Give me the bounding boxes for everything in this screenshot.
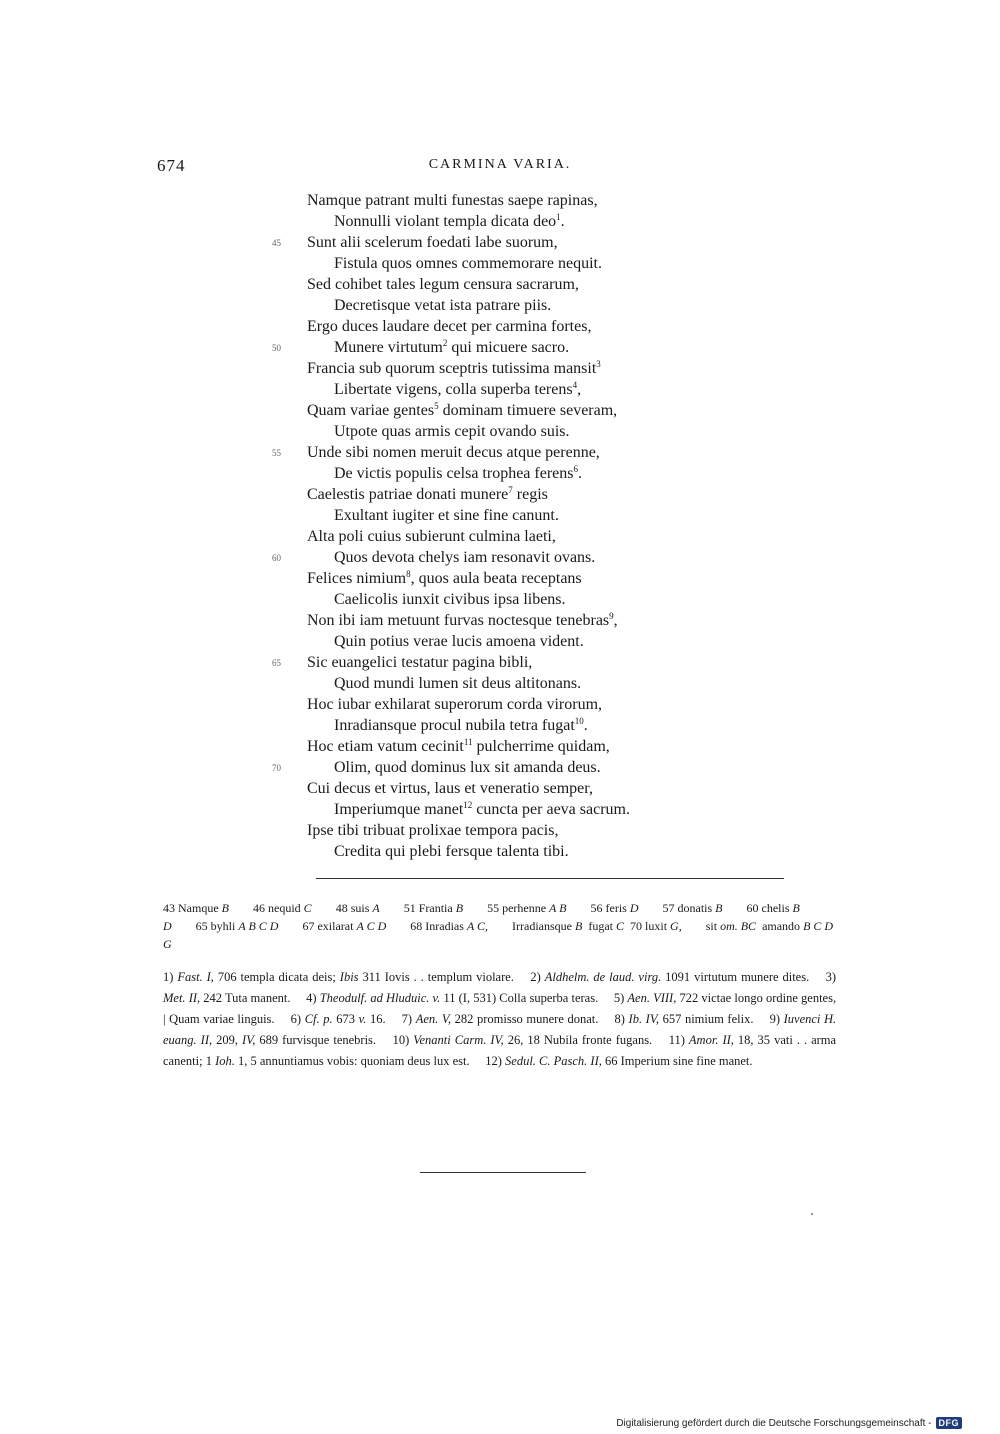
footnote-marker: 10	[574, 716, 584, 726]
verse-line	[307, 737, 610, 757]
footnote-number: 7)	[401, 1012, 413, 1026]
apparatus-entry	[163, 901, 229, 915]
verse-text: Non ibi iam metuunt furvas noctesque tenebras	[307, 612, 610, 629]
apparatus-sigla: D	[629, 901, 639, 915]
dfg-logo: DFG	[936, 1417, 963, 1429]
verse-text: Hoc iubar exhilarat superorum corda virorum,	[307, 696, 603, 713]
footnote	[163, 970, 514, 984]
apparatus-sigla: A C D	[356, 919, 387, 933]
footnote-number: 3)	[825, 970, 837, 984]
verse-line	[334, 380, 581, 400]
scan-speck	[811, 1213, 813, 1215]
apparatus-entry	[487, 901, 566, 915]
apparatus-ref: 55	[487, 901, 500, 915]
apparatus-sigla: B C D G	[163, 919, 834, 951]
verse-text: Fistula quos omnes commemorare nequit.	[334, 255, 602, 272]
footnote-text: 311 Iovis . . templum violare.	[362, 970, 514, 984]
footnote	[615, 1012, 754, 1026]
apparatus-ref: 56	[590, 901, 603, 915]
footnote	[306, 991, 598, 1005]
footnote-source: Amor. II,	[688, 1033, 734, 1047]
apparatus-ref: 60	[746, 901, 759, 915]
verse-line	[307, 821, 558, 841]
verse-line	[307, 401, 617, 421]
footnote-marker: 5	[434, 401, 439, 411]
verse-text: Sed cohibet tales legum censura sacrarum,	[307, 276, 579, 293]
footnote-source: Ioh.	[215, 1054, 235, 1068]
apparatus-lemma: suis	[350, 901, 370, 915]
footnote-text: 706 templa dicata deis;	[217, 970, 336, 984]
apparatus-lemma: Frantia	[418, 901, 453, 915]
footnote-marker: 9	[609, 611, 614, 621]
verse-line	[307, 611, 618, 631]
page-number: 674	[157, 156, 186, 175]
verse-line	[307, 443, 600, 463]
verse-line	[334, 254, 602, 274]
verse-tail: .	[583, 717, 588, 734]
footnote-source: Met. II,	[163, 991, 201, 1005]
verse-text: Quos devota chelys iam resonavit ovans.	[334, 549, 596, 566]
verse-line	[307, 569, 582, 589]
footnote-text: 16.	[369, 1012, 386, 1026]
verse-line	[334, 674, 581, 694]
footnote-text: 673	[336, 1012, 355, 1026]
footnote-number: 5)	[613, 991, 625, 1005]
verse-text: Quin potius verae lucis amoena vident.	[334, 633, 584, 650]
footnote-source: Fast. I,	[177, 970, 214, 984]
apparatus-entry	[512, 919, 582, 933]
verse-text: Namque patrant multi funestas saepe rapinas,	[307, 192, 598, 209]
apparatus-entry	[302, 919, 386, 933]
verse-text: Cui decus et virtus, laus et veneratio semper,	[307, 780, 593, 797]
footnote-source: Sedul. C. Pasch. II,	[505, 1054, 602, 1068]
footnote-text: 657 nimium felix.	[662, 1012, 754, 1026]
verse-text: Quam variae gentes	[307, 402, 435, 419]
footnote-source: Theodulf. ad Hluduic. v.	[319, 991, 441, 1005]
apparatus-lemma: exilarat	[317, 919, 354, 933]
line-number: 60	[272, 553, 281, 563]
apparatus-entry	[336, 901, 380, 915]
verse-line	[307, 359, 601, 379]
apparatus-ref: 70	[630, 919, 643, 933]
footnote-number: 8)	[614, 1012, 625, 1026]
footnote-text: 689 furvisque tenebris.	[259, 1033, 377, 1047]
verse-line	[307, 317, 591, 337]
verse-line	[334, 296, 551, 316]
footnote-source: Aldhelm. de laud. virg.	[544, 970, 662, 984]
apparatus-sigla: om. BC	[720, 919, 757, 933]
apparatus-ref: 57	[662, 901, 675, 915]
verse-line	[334, 758, 601, 778]
footnote-text: 18, 35 vati . . arma canenti; 1	[163, 1033, 837, 1068]
verse-text: Caelestis patriae donati munere	[307, 486, 509, 503]
verse-line	[334, 422, 570, 442]
verse-line	[334, 338, 569, 358]
verse-text: Olim, quod dominus lux sit amanda deus.	[334, 759, 601, 776]
verse-text: Alta poli cuius subierunt culmina laeti,	[307, 528, 556, 545]
section-rule	[316, 878, 784, 879]
verse-text: Francia sub quorum sceptris tutissima mansit	[307, 360, 597, 377]
footnote-source: Aen. VIII,	[627, 991, 677, 1005]
verse-line	[307, 779, 593, 799]
verse-tail: cuncta per aeva sacrum.	[472, 801, 630, 818]
apparatus-ref: 51	[403, 901, 416, 915]
verse-line	[334, 842, 569, 862]
footnote-number: 2)	[530, 970, 541, 984]
verse-tail: qui micuere sacro.	[447, 339, 570, 356]
verse-text: Unde sibi nomen meruit decus atque perenne,	[307, 444, 600, 461]
verse-text: Caelicolis iunxit civibus ipsa libens.	[334, 591, 566, 608]
verse-text: Imperiumque manet	[334, 801, 464, 818]
footnote-number: 12)	[485, 1054, 502, 1068]
verse-tail: dominam timuere severam,	[438, 402, 618, 419]
verse-text: Hoc etiam vatum cecinit	[307, 738, 464, 755]
footnote-text: 722 victae longo ordine gentes, | Quam variae linguis.	[163, 991, 837, 1026]
apparatus-sigla: B D	[163, 901, 800, 933]
footnote-number: 6)	[290, 1012, 302, 1026]
verse-line	[307, 485, 548, 505]
verse-tail: regis	[512, 486, 548, 503]
line-number: 70	[272, 763, 281, 773]
apparatus-entry	[591, 901, 639, 915]
footnotes	[163, 967, 836, 1072]
footnote-number: 11)	[668, 1033, 685, 1047]
footer-credit	[616, 1417, 962, 1429]
verse-text: Nonnulli violant templa dicata deo	[334, 213, 557, 230]
footnote-source: Venanti Carm. IV,	[413, 1033, 504, 1047]
apparatus-entry	[404, 901, 463, 915]
apparatus-ref: 48	[335, 901, 348, 915]
verse-text: Credita qui plebi fersque talenta tibi.	[334, 843, 569, 860]
apparatus-entry	[706, 919, 756, 933]
footnote	[485, 1054, 752, 1068]
footnote-text: 66 Imperium sine fine manet.	[605, 1054, 753, 1068]
apparatus-lemma: nequid	[268, 901, 301, 915]
apparatus-lemma: donatis	[677, 901, 713, 915]
footnote-source: Ibis	[339, 970, 359, 984]
verse-text: Decretisque vetat ista patrare piis.	[334, 297, 552, 314]
end-rule	[420, 1172, 586, 1173]
apparatus-lemma: perhenne	[502, 901, 547, 915]
footnote-number: 10)	[392, 1033, 410, 1047]
line-number: 55	[272, 448, 281, 458]
apparatus-entry	[253, 901, 312, 915]
verse-line	[334, 506, 559, 526]
footnote-number: 1)	[163, 970, 174, 984]
footnote-marker: 4	[572, 380, 578, 390]
footnote-text: 282 promisso munere donat.	[454, 1012, 599, 1026]
footnote	[291, 1012, 386, 1026]
apparatus-lemma: Namque	[178, 901, 219, 915]
line-number: 45	[272, 238, 281, 248]
apparatus-sigla: A B	[549, 901, 567, 915]
verse-text: Exultant iugiter et sine fine canunt.	[334, 507, 559, 524]
apparatus-sigla: B	[575, 919, 583, 933]
verse-text: Inradiansque procul nubila tetra fugat	[334, 717, 575, 734]
footnote	[402, 1012, 599, 1026]
verse-text: Sunt alii scelerum foedati labe suorum,	[307, 234, 558, 251]
footnote-text: 242 Tuta manent.	[203, 991, 291, 1005]
footnote-source: v.	[358, 1012, 367, 1026]
apparatus-ref: 65	[195, 919, 208, 933]
footnote-marker: 7	[508, 485, 513, 495]
verse-tail: .	[577, 465, 582, 482]
footnote-source: IV,	[242, 1033, 256, 1047]
verse-line	[334, 212, 565, 232]
footnote-marker: 1	[556, 212, 561, 222]
footnote-marker: 11	[463, 737, 473, 747]
verse-line	[307, 191, 598, 211]
verse-line	[334, 800, 630, 820]
verse-text: Sic euangelici testatur pagina bibli,	[307, 654, 533, 671]
footnote	[530, 970, 809, 984]
apparatus-lemma: fugat	[588, 919, 614, 933]
verse-text: Felices nimium	[307, 570, 407, 587]
verse-tail: ,	[613, 612, 618, 629]
footnote-text: 1, 5 annuntiamus vobis: quoniam deus lux est.	[238, 1054, 470, 1068]
verse-line	[307, 233, 558, 253]
footnote-marker: 6	[573, 464, 578, 474]
apparatus-sigla: A	[372, 901, 380, 915]
apparatus-entry	[630, 919, 682, 933]
apparatus-ref: 43	[163, 901, 175, 915]
verse-line	[307, 695, 602, 715]
apparatus-entry	[410, 919, 488, 933]
verse-line	[334, 590, 566, 610]
apparatus-lemma: amando	[762, 919, 801, 933]
apparatus-lemma: byhli	[210, 919, 236, 933]
verse-text: Libertate vigens, colla superba terens	[334, 381, 573, 398]
verse-tail: pulcherrime quidam,	[472, 738, 610, 755]
footnote-number: 9)	[769, 1012, 780, 1026]
verse-line	[307, 275, 579, 295]
apparatus-ref: 46	[253, 901, 265, 915]
footnote-source: Iuvenci H. euang. II,	[163, 1012, 837, 1047]
verse-text: De victis populis celsa trophea ferens	[334, 465, 574, 482]
apparatus-sigla: C	[616, 919, 625, 933]
apparatus-lemma: luxit	[645, 919, 668, 933]
verse-tail: ,	[577, 381, 582, 398]
footnote-text: 11 (I, 531) Colla superba teras.	[443, 991, 599, 1005]
footnote-number: 4)	[306, 991, 317, 1005]
footnote-marker: 2	[442, 338, 448, 348]
critical-apparatus	[163, 899, 835, 953]
apparatus-lemma: feris	[605, 901, 627, 915]
verse-line	[307, 527, 556, 547]
verse-line	[334, 548, 595, 568]
apparatus-sigla: C	[303, 901, 312, 915]
apparatus-ref: 68	[410, 919, 423, 933]
apparatus-sigla: G,	[670, 919, 682, 933]
verse-text: Quod mundi lumen sit deus altitonans.	[334, 675, 582, 692]
verse-line	[334, 464, 582, 484]
footnote-marker: 3	[596, 359, 601, 369]
verse-tail: .	[560, 213, 565, 230]
apparatus-lemma: sit	[705, 919, 718, 933]
verse-text: Munere virtutum	[334, 339, 443, 356]
line-number: 65	[272, 658, 281, 668]
footnote-source: Cf. p.	[304, 1012, 333, 1026]
apparatus-entry	[196, 919, 279, 933]
footnote-text: 26, 18 Nubila fronte fugans.	[507, 1033, 653, 1047]
footnote	[393, 1033, 653, 1047]
footnote-marker: 8	[406, 569, 411, 579]
apparatus-lemma: Irradiansque	[512, 919, 573, 933]
apparatus-lemma: Inradias	[425, 919, 464, 933]
footnote-source: Aen. V,	[415, 1012, 452, 1026]
apparatus-sigla: A C,	[466, 919, 489, 933]
footnote-marker: 12	[463, 800, 473, 810]
running-head: CARMINA VARIA.	[428, 157, 572, 172]
credit-text: Digitalisierung gefördert durch die Deutsche Forschungsgemeinschaft -	[616, 1417, 932, 1429]
apparatus-entry	[588, 919, 624, 933]
apparatus-sigla: B	[221, 901, 229, 915]
apparatus-sigla: B	[715, 901, 723, 915]
footnote-text: 1091 virtutum munere dites.	[665, 970, 810, 984]
verse-text: Ipse tibi tribuat prolixae tempora pacis,	[307, 822, 559, 839]
apparatus-ref: 67	[302, 919, 315, 933]
verse-text: Ergo duces laudare decet per carmina fortes,	[307, 318, 592, 335]
footnote-source: Ib. IV,	[628, 1012, 659, 1026]
verse-line	[307, 653, 532, 673]
apparatus-sigla: A B C D	[238, 919, 279, 933]
verse-line	[334, 716, 588, 736]
line-number: 50	[272, 343, 281, 353]
apparatus-sigla: B	[455, 901, 464, 915]
footnote-text: 209,	[216, 1033, 239, 1047]
verse-tail: , quos aula beata receptans	[410, 570, 582, 587]
apparatus-lemma: chelis	[761, 901, 790, 915]
verse-line	[334, 632, 584, 652]
apparatus-entry	[663, 901, 723, 915]
verse-text: Utpote quas armis cepit ovando suis.	[334, 423, 570, 440]
